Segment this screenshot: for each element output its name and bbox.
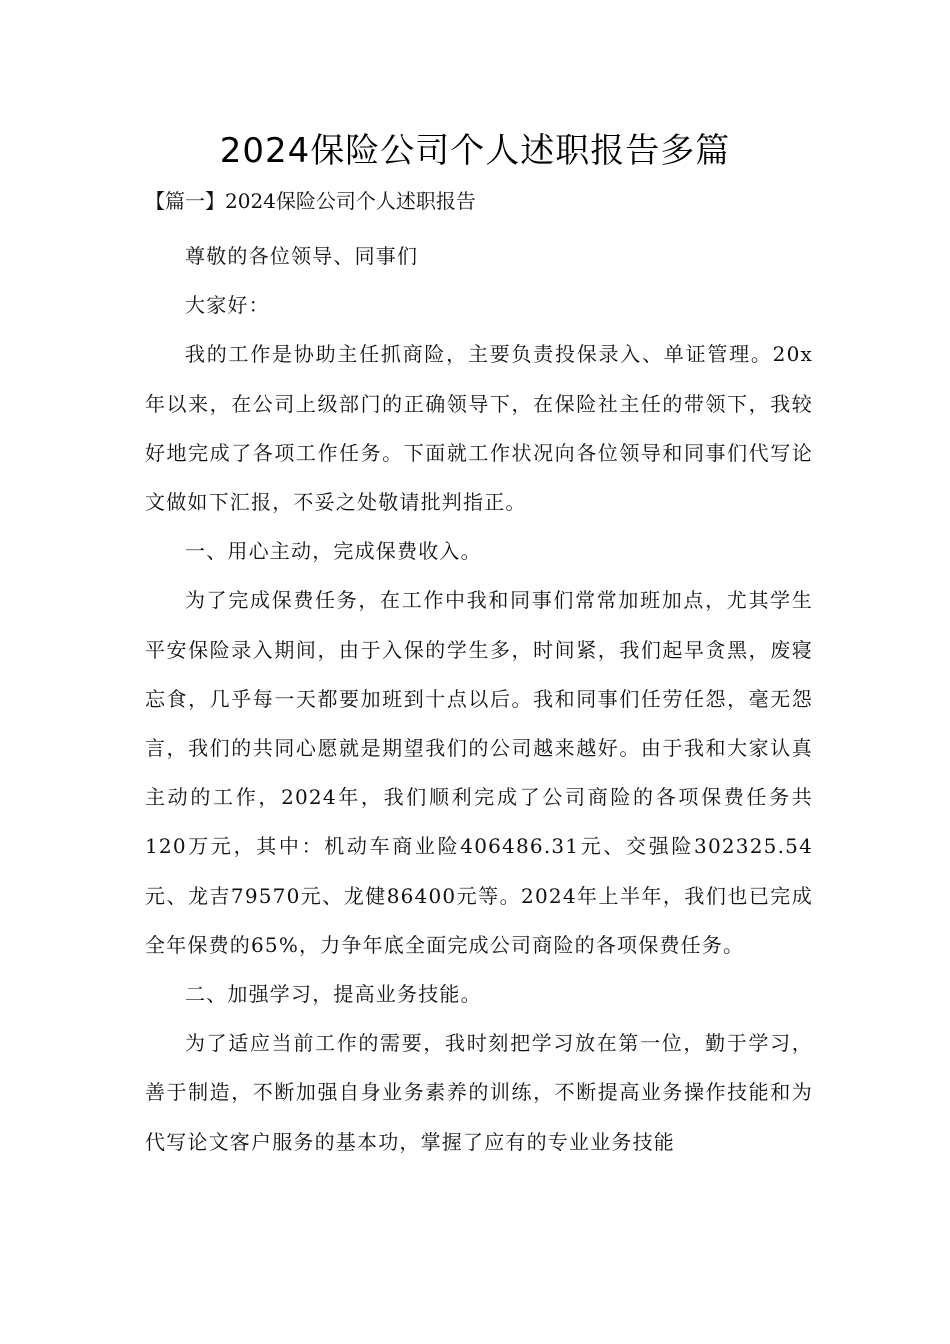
body-paragraph-2: 为了适应当前工作的需要，我时刻把学习放在第一位，勤于学习，善于制造，不断加强自身业务素养的训练，不断提高业务操作技能和为代写论文客户服务的基本功，掌握了应有的专业业务技能 bbox=[145, 1031, 813, 1154]
document-body bbox=[145, 232, 813, 1167]
greeting: 大家好： bbox=[185, 293, 270, 318]
subheading-1: 一、用心主动，完成保费收入。 bbox=[185, 539, 482, 564]
section-heading: 【篇一】2024保险公司个人述职报告 bbox=[145, 189, 476, 213]
intro-paragraph: 我的工作是协助主任抓商险，主要负责投保录入、单证管理。20x年以来，在公司上级部门的正确领导下，在保险社主任的带领下，我较好地完成了各项工作任务。下面就工作状况向各位领导和同事们代写论文做如下汇报，不妥之处敬请批判指正。 bbox=[145, 342, 813, 515]
document-title: 2024保险公司个人述职报告多篇 bbox=[219, 131, 731, 171]
body-paragraph-1: 为了完成保费任务，在工作中我和同事们常常加班加点，尤其学生平安保险录入期间，由于入保的学生多，时间紧，我们起早贪黑，废寝忘食，几乎每一天都要加班到十点以后。我和同事们任劳任怨，毫无怨言，我们的共同心愿就是期望我们的公司越来越好。由于我和大家认真主动的工作，2024年，我们顺利完成了公司商险的各项保费任务共120万元，其中：机动车商业险406486.31元、交强险302325.54元、龙吉79570元、龙健86400元等。2024年上半年，我们也已完成全年保费的65%，力争年底全面完成公司商险的各项保费任务。 bbox=[145, 588, 813, 957]
salutation: 尊敬的各位领导、同事们 bbox=[185, 244, 419, 268]
subheading-2: 二、加强学习，提高业务技能。 bbox=[185, 982, 482, 1007]
